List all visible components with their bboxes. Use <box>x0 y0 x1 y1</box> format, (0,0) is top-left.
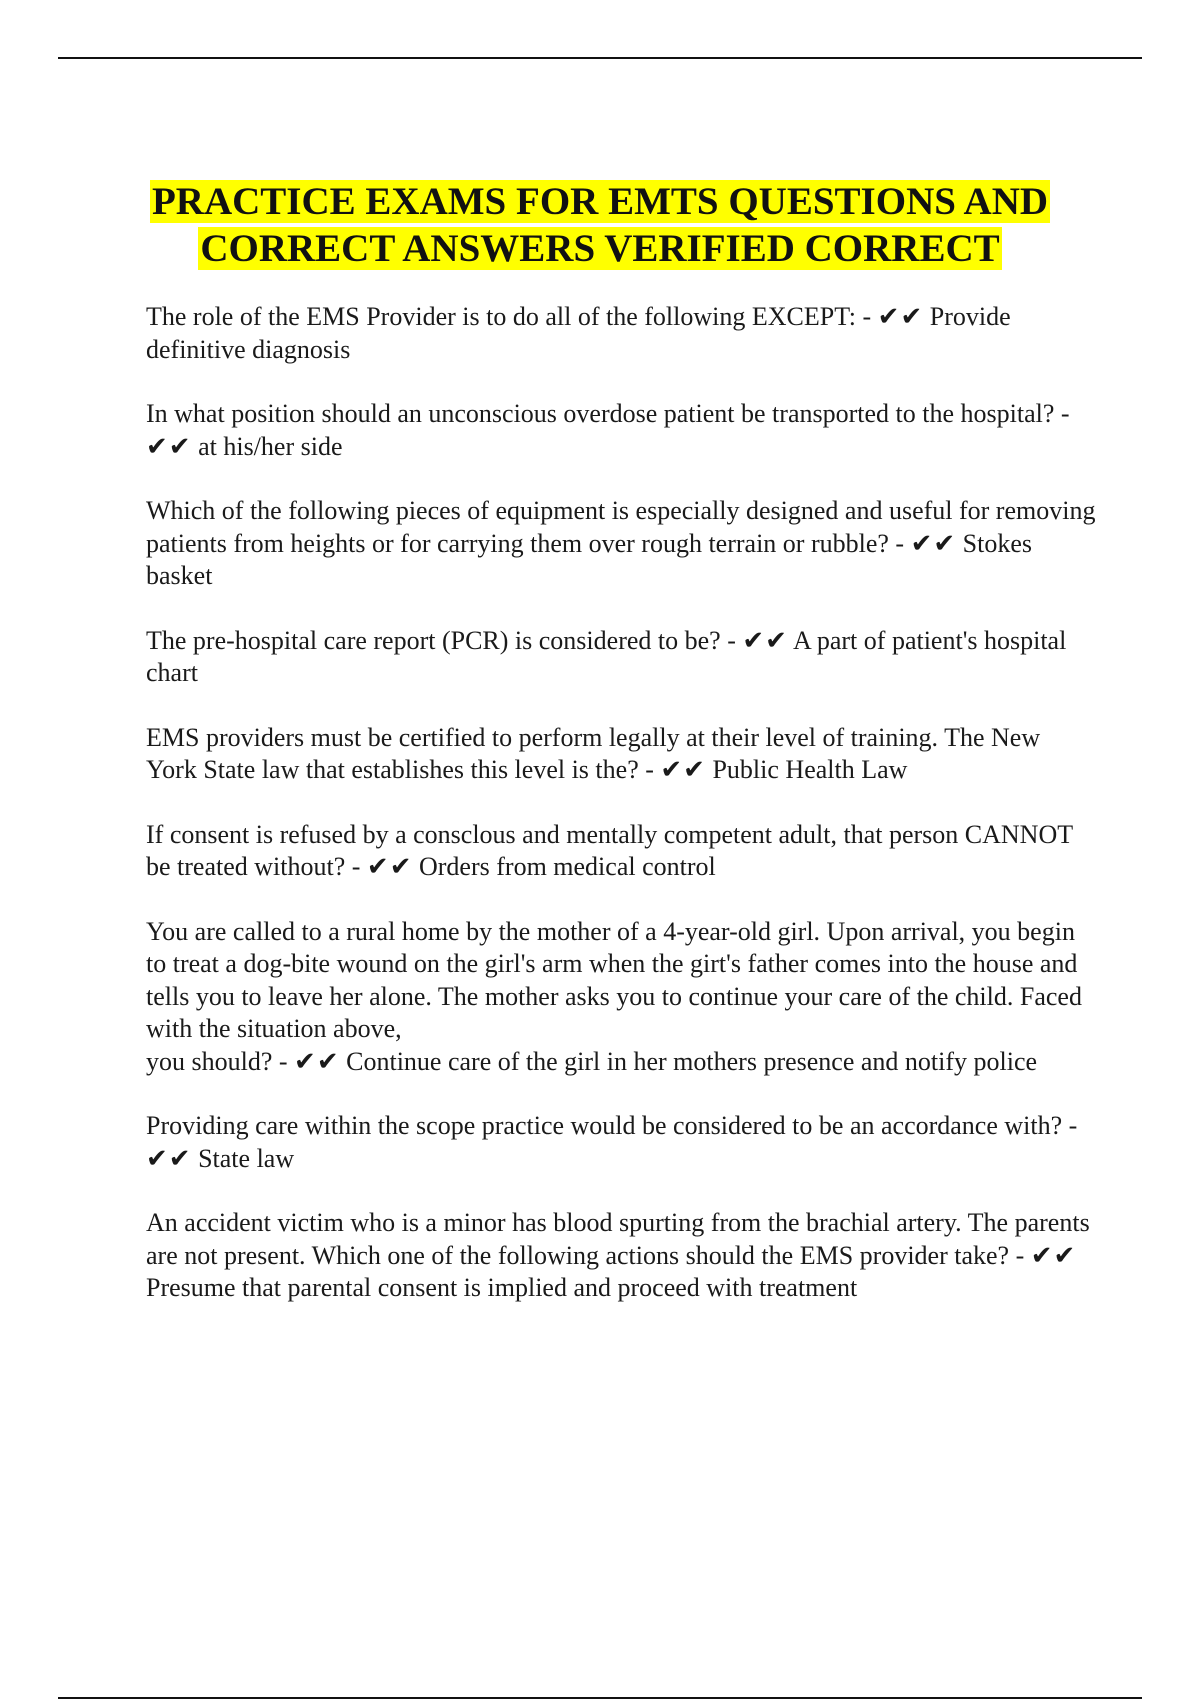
double-check-icon: ✔✔ <box>742 625 788 655</box>
double-check-icon: ✔✔ <box>146 431 192 461</box>
qa-question: In what position should an unconscious overdose patient be transported to the hospital? - <box>146 399 1070 428</box>
qa-item <box>146 398 1096 463</box>
qa-item <box>146 1207 1096 1305</box>
double-check-icon: ✔✔ <box>366 852 413 881</box>
qa-answer: Public Health Law <box>712 755 908 784</box>
qa-item <box>146 1110 1096 1175</box>
title-highlight: PRACTICE EXAMS FOR EMTS QUESTIONS AND CORRECT ANSWERS VERIFIED CORRECT <box>151 180 1049 270</box>
qa-question: You are called to a rural home by the mother of a 4-year-old girl. Upon arrival, you begin to treat a dog-bite wound on the girl's arm when the girt's father comes into the house and tells you to leave her alone. The mother asks you to continue your care of the child. Faced with the situation above, you should? - <box>146 916 1082 1076</box>
document-title <box>100 178 1100 272</box>
qa-question: Which of the following pieces of equipment is especially designed and useful for removing patients from heights or for carrying them over rough terrain or rubble? - <box>146 496 1096 558</box>
qa-answer: A part of patient's hospital chart <box>146 625 1067 687</box>
double-check-icon: ✔✔ <box>877 302 924 331</box>
qa-question: EMS providers must be certified to perform legally at their level of training. The New York State law that establishes this level is the? - <box>146 722 1041 784</box>
qa-answer: at his/her side <box>198 431 343 461</box>
qa-question: The role of the EMS Provider is to do all of the following EXCEPT: - <box>146 302 872 331</box>
double-check-icon: ✔✔ <box>146 1143 192 1173</box>
qa-answer: State law <box>198 1143 295 1173</box>
qa-item <box>146 819 1096 884</box>
qa-answer: Orders from medical control <box>419 852 716 881</box>
qa-item <box>146 301 1096 366</box>
double-check-icon: ✔✔ <box>1030 1240 1077 1270</box>
qa-list <box>146 301 1096 1337</box>
qa-answer: Continue care of the girl in her mothers presence and notify police <box>346 1046 1038 1076</box>
qa-item <box>146 722 1096 787</box>
qa-item <box>146 625 1096 690</box>
qa-item <box>146 916 1096 1079</box>
double-check-icon: ✔✔ <box>910 528 957 558</box>
top-rule <box>58 57 1142 59</box>
qa-answer: Provide definitive diagnosis <box>146 302 1011 364</box>
qa-question: An accident victim who is a minor has blood spurting from the brachial artery. The parents are not present. Which one of the following actions should the EMS provider take? - <box>146 1208 1090 1270</box>
qa-answer: Stokes basket <box>146 528 1032 590</box>
double-check-icon: ✔✔ <box>294 1046 340 1076</box>
qa-question: The pre-hospital care report (PCR) is considered to be? - <box>146 625 736 655</box>
qa-item <box>146 495 1096 593</box>
qa-question: Providing care within the scope practice would be considered to be an accordance with? - <box>146 1111 1078 1140</box>
bottom-rule <box>58 1697 1142 1699</box>
double-check-icon: ✔✔ <box>660 755 706 784</box>
qa-answer: Presume that parental consent is implied and proceed with treatment <box>146 1273 858 1302</box>
qa-question: If consent is refused by a consclous and mentally competent adult, that person CANNOT be treated without? - <box>146 819 1073 881</box>
